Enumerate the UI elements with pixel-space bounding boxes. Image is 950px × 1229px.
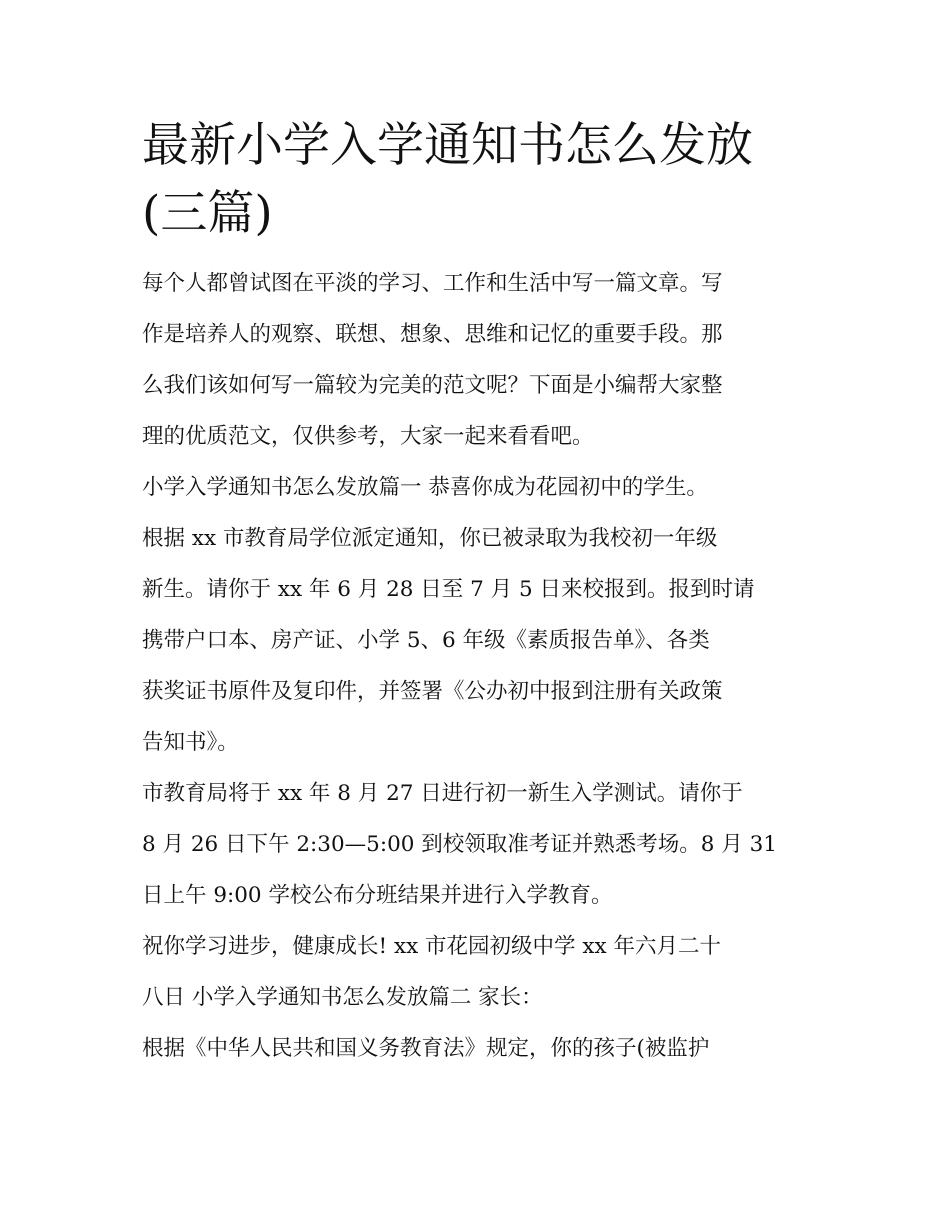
body-line: 市教育局将于 xx 年 8 月 27 日进行初一新生入学测试。请你于	[142, 781, 743, 806]
body-line: 根据 xx 市教育局学位派定通知，你已被录取为我校初一年级	[142, 526, 718, 551]
document-content	[142, 112, 814, 1074]
document-body	[142, 258, 814, 1074]
body-line: 八日 小学入学通知书怎么发放篇二 家长：	[142, 985, 543, 1010]
body-line: 每个人都曾试图在平淡的学习、工作和生活中写一篇文章。写	[142, 271, 723, 296]
body-line: 么我们该如何写一篇较为完美的范文呢？下面是小编帮大家整	[142, 373, 723, 398]
body-line: 根据《中华人民共和国义务教育法》规定，你的孩子(被监护	[142, 1036, 710, 1061]
body-line: 理的优质范文，仅供参考，大家一起来看看吧。	[142, 424, 594, 449]
body-line: 携带户口本、房产证、小学 5、6 年级《素质报告单》、各类	[142, 628, 710, 653]
document-title	[142, 112, 814, 248]
title-line: 最新小学入学通知书怎么发放	[142, 118, 753, 173]
body-line: 新生。请你于 xx 年 6 月 28 日至 7 月 5 日来校报到。报到时请	[142, 577, 755, 602]
body-line: 小学入学通知书怎么发放篇一 恭喜你成为花园初中的学生。	[142, 475, 708, 500]
body-line: 8 月 26 日下午 2:30—5:00 到校领取准考证并熟悉考场。8 月 31	[142, 832, 777, 857]
body-line: 日上午 9:00 学校公布分班结果并进行入学教育。	[142, 883, 613, 908]
body-line: 祝你学习进步，健康成长! xx 市花园初级中学 xx 年六月二十	[142, 934, 721, 959]
body-line: 告知书》。	[142, 730, 239, 755]
body-line: 获奖证书原件及复印件，并签署《公办初中报到注册有关政策	[142, 679, 723, 704]
title-line: (三篇)	[142, 186, 273, 241]
body-line: 作是培养人的观察、联想、想象、思维和记忆的重要手段。那	[142, 322, 723, 347]
